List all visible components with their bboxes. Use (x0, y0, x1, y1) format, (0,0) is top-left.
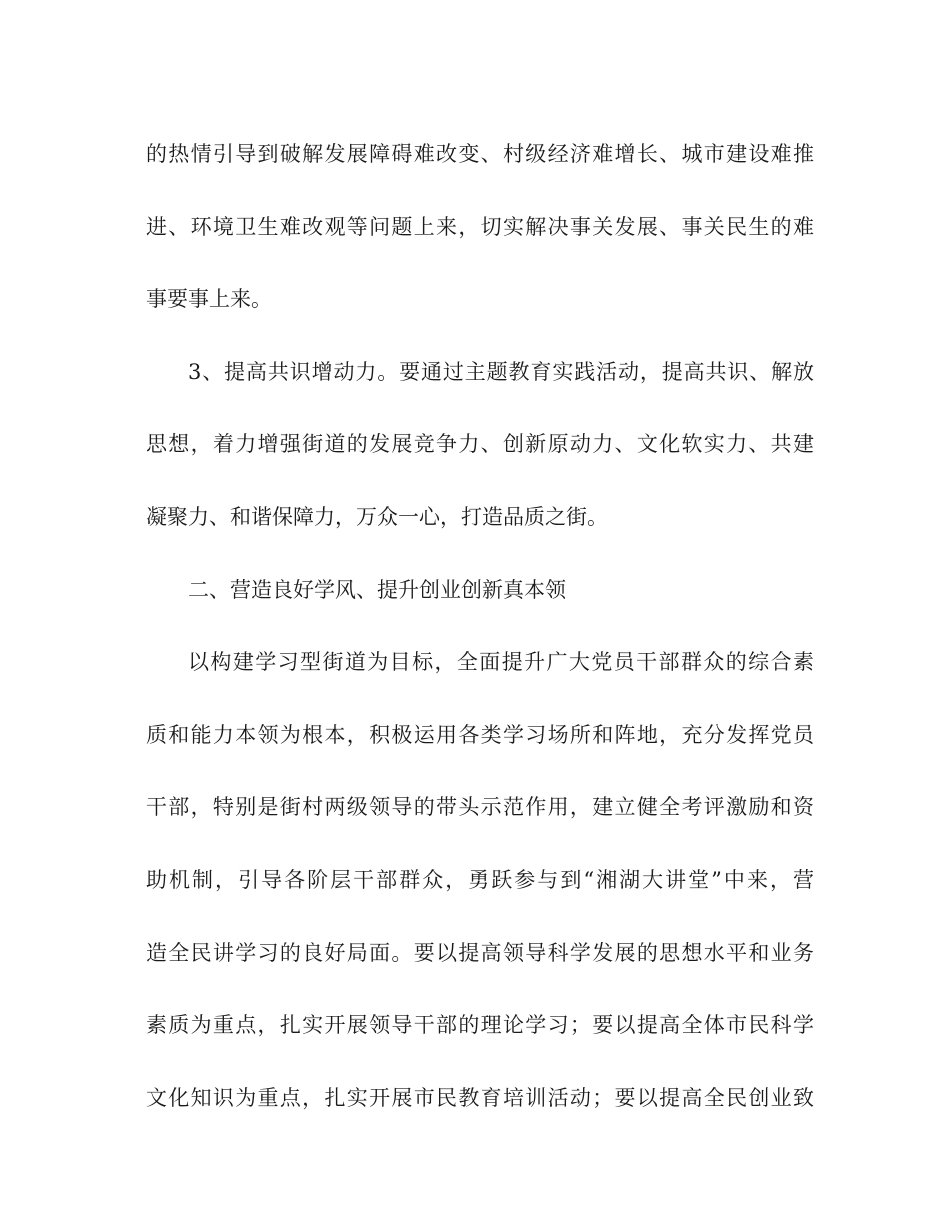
paragraph-line: 3、提高共识增动力。要通过主题教育实践活动，提高共识、解放 (188, 359, 814, 384)
paragraph-line: 干部，特别是街村两级领导的带头示范作用，建立健全考评激励和资 (146, 795, 814, 820)
paragraph-line: 思想，着力增强街道的发展竞争力、创新原动力、文化软实力、共建 (146, 432, 814, 457)
section-heading: 二、营造良好学风、提升创业创新真本领 (188, 577, 566, 602)
paragraph-line: 助机制，引导各阶层干部群众，勇跃参与到“湘湖大讲堂”中来，营 (146, 867, 814, 892)
paragraph-line: 素质为重点，扎实开展领导干部的理论学习；要以提高全体市民科学 (146, 1013, 814, 1038)
paragraph-line: 文化知识为重点，扎实开展市民教育培训活动；要以提高全民创业致 (146, 1085, 814, 1110)
paragraph-line: 质和能力本领为根本，积极运用各类学习场所和阵地，充分发挥党员 (146, 722, 814, 747)
paragraph-line: 以构建学习型街道为目标，全面提升广大党员干部群众的综合素 (188, 650, 814, 675)
paragraph-line: 凝聚力、和谐保障力，万众一心，打造品质之街。 (146, 504, 608, 529)
paragraph-line: 事要事上来。 (146, 287, 272, 312)
paragraph-line: 的热情引导到破解发展障碍难改变、村级经济难增长、城市建设难推 (146, 142, 814, 166)
paragraph-line: 造全民讲学习的良好局面。要以提高领导科学发展的思想水平和业务 (146, 940, 814, 965)
paragraph-line: 进、环境卫生难改观等问题上来，切实解决事关发展、事关民生的难 (146, 214, 814, 239)
document-body (146, 118, 814, 1134)
